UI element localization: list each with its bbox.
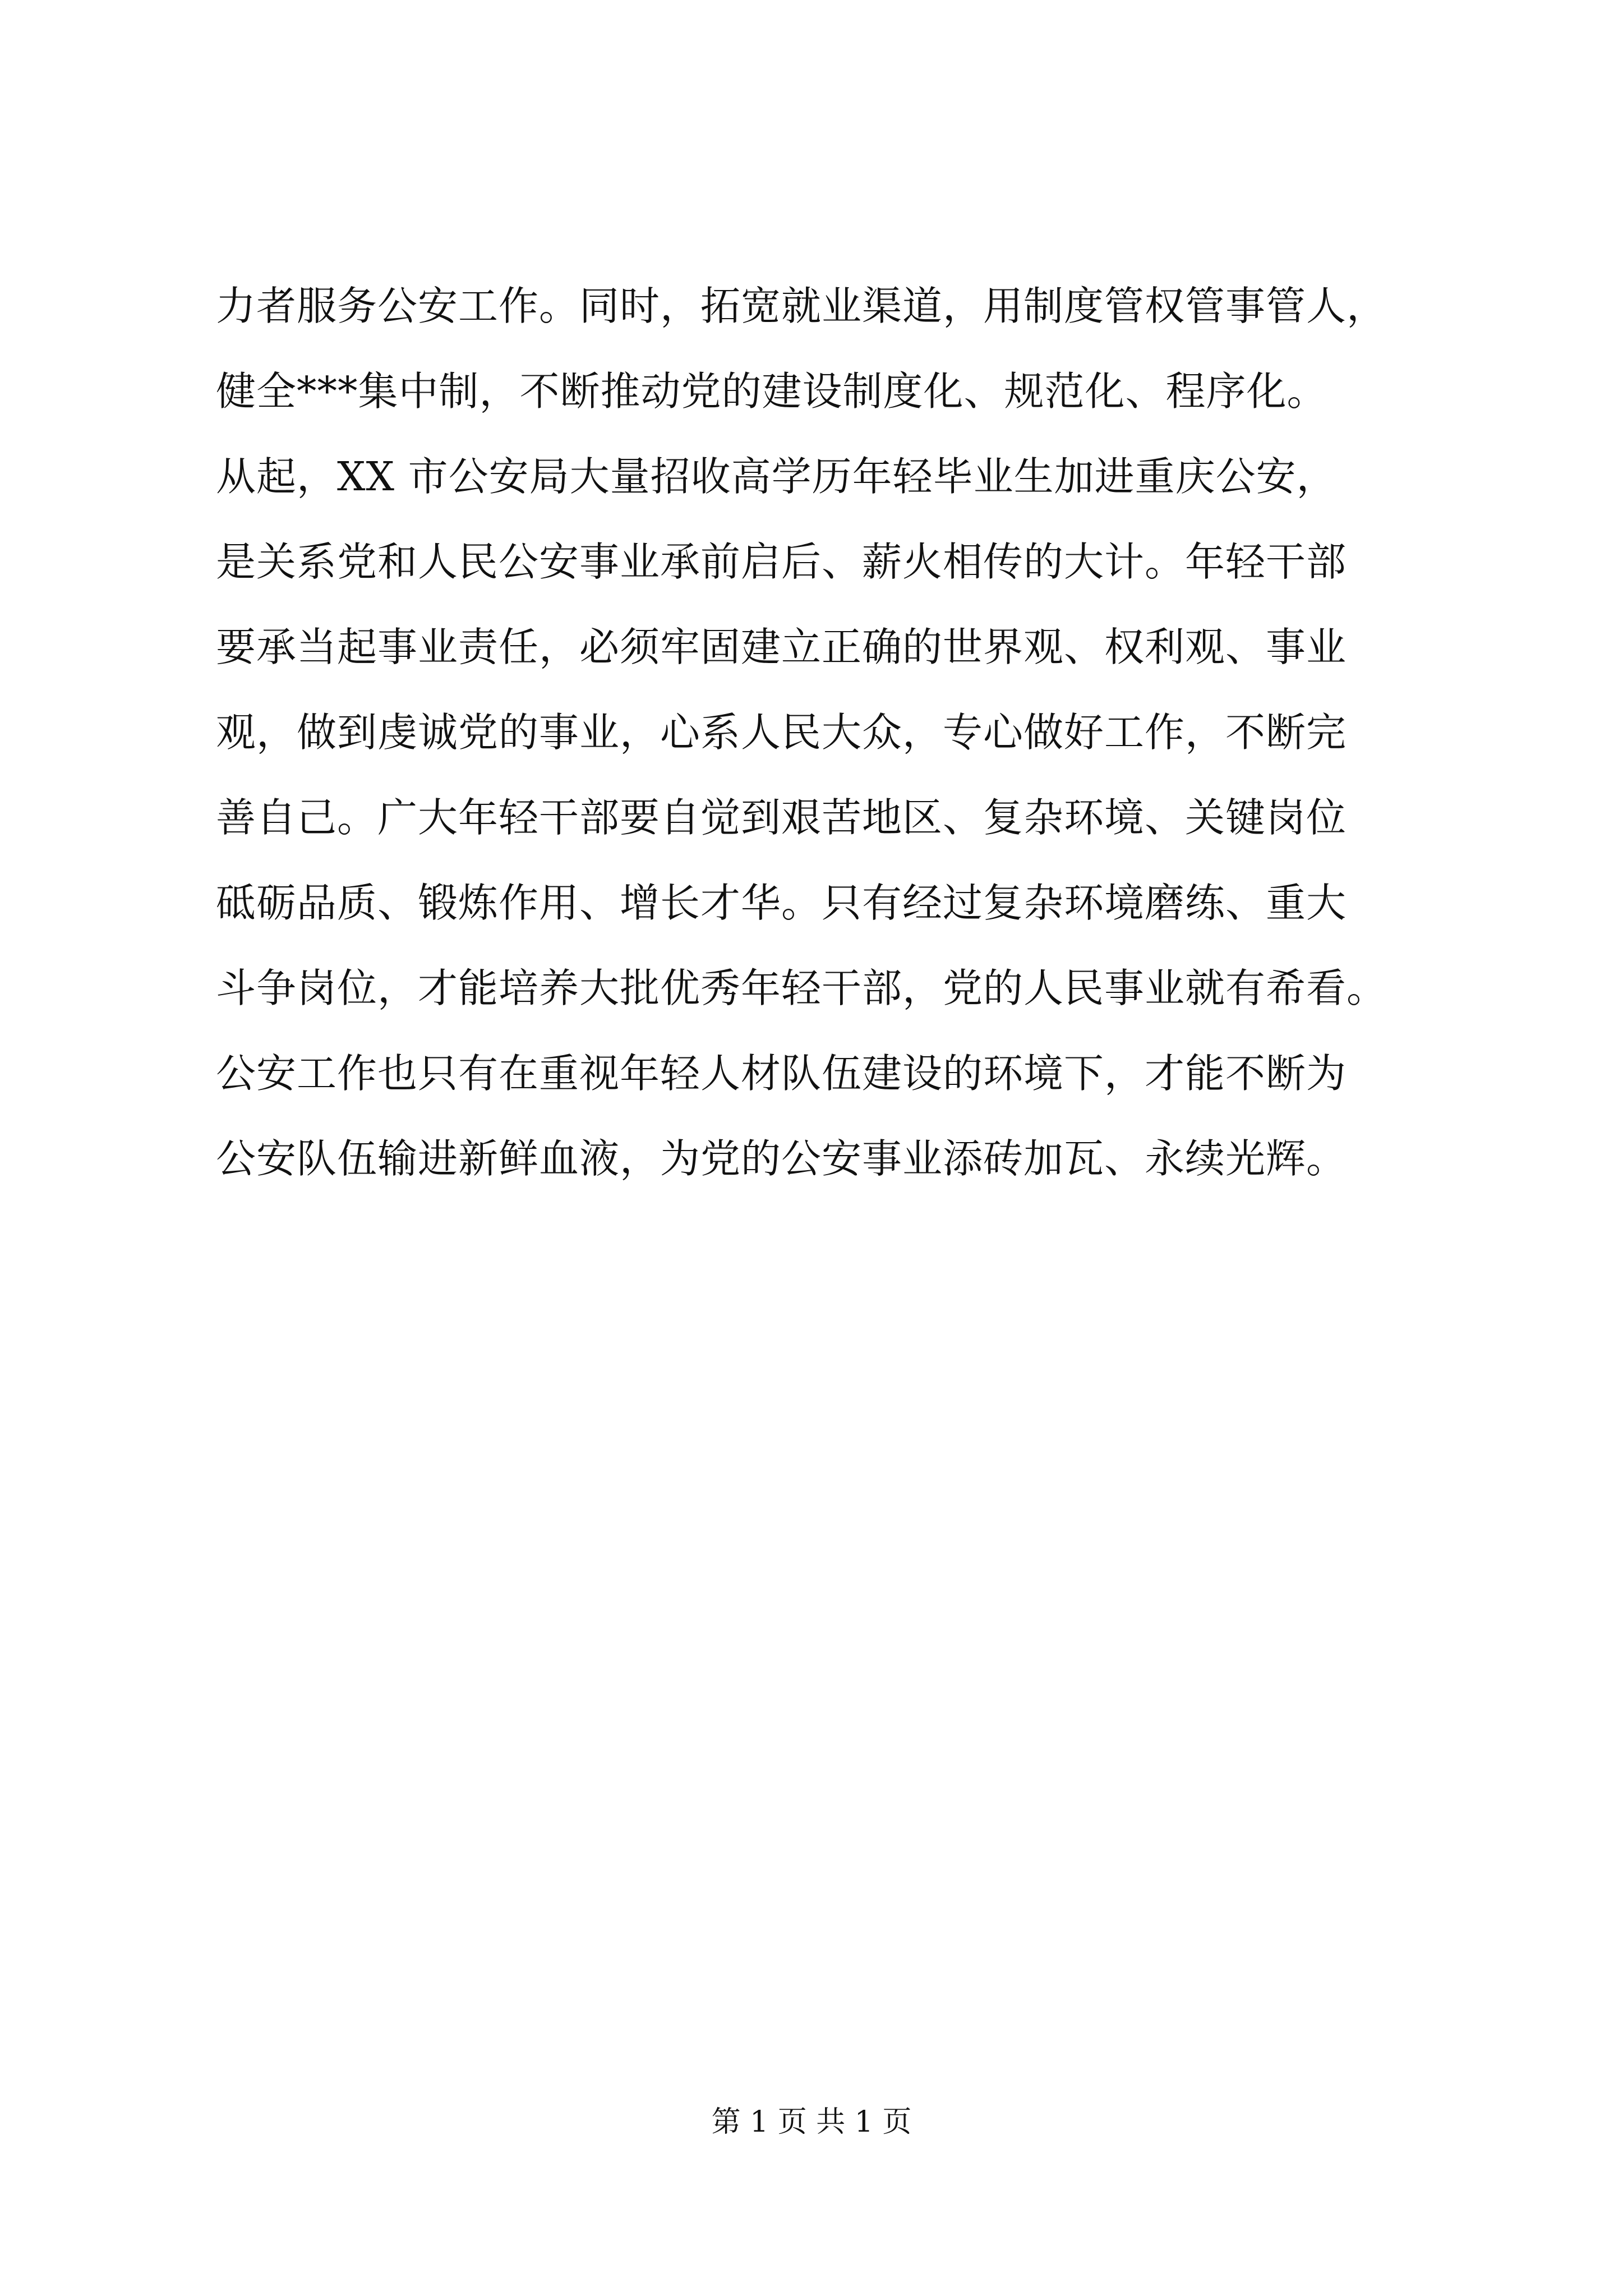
text-line: 是关系党和人民公安事业承前启后、薪火相传的大计。年轻干部 xyxy=(216,539,1347,585)
body-paragraph xyxy=(216,264,1438,1202)
text-line: 力者服务公安工作。同时，拓宽就业渠道，用制度管权管事管人， xyxy=(216,283,1387,329)
text-line: 斗争岗位，才能培养大批优秀年轻干部，党的人民事业就有希看。 xyxy=(216,965,1387,1011)
text-line: 砥砺品质、锻炼作用、增长才华。只有经过复杂环境磨练、重大 xyxy=(216,880,1347,926)
text-line: 公安队伍输进新鲜血液，为党的公安事业添砖加瓦、永续光辉。 xyxy=(216,1135,1347,1182)
page-footer: 第 1 页 共 1 页 xyxy=(711,2105,912,2139)
text-line: 公安工作也只有在重视年轻人材队伍建设的环境下，才能不断为 xyxy=(216,1050,1347,1097)
text-line: 从起，XX 市公安局大量招收高学历年轻毕业生加进重庆公安， xyxy=(216,453,1337,500)
text-line: 善自己。广大年轻干部要自觉到艰苦地区、复杂环境、关键岗位 xyxy=(216,794,1347,841)
text-line: 健全***集中制，不断推动党的建设制度化、规范化、程序化。 xyxy=(216,368,1327,415)
text-line: 要承当起事业责任，必须牢固建立正确的世界观、权利观、事业 xyxy=(216,624,1347,670)
text-line: 观，做到虔诚党的事业，心系人民大众，专心做好工作，不断完 xyxy=(216,709,1347,756)
